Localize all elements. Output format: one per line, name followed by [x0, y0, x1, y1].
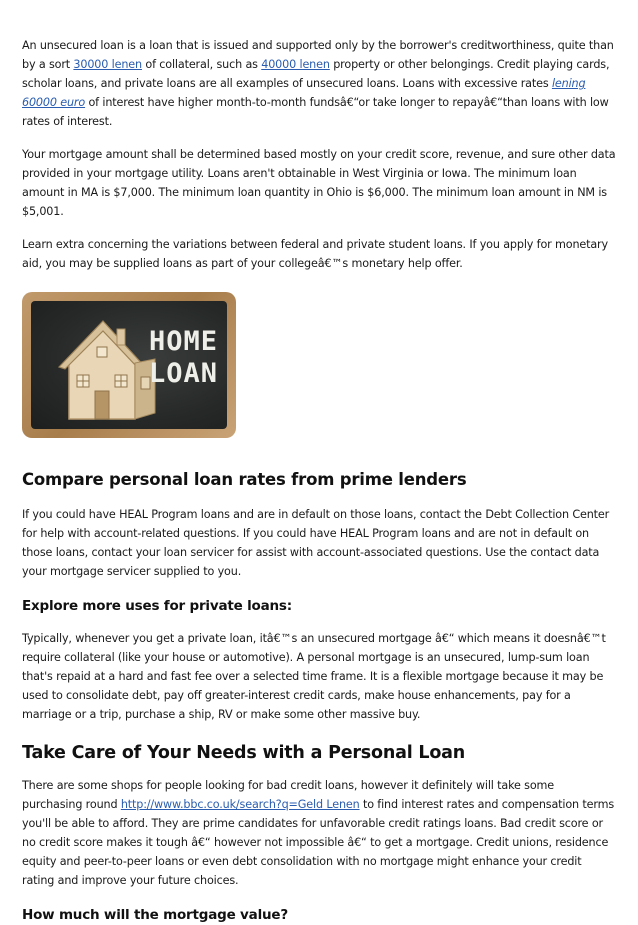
paragraph-text: of collateral, such as: [141, 58, 262, 71]
paragraph-text: There are some shops for people looking for bad credit loans, however it definitely will take some purchasing round: [22, 779, 555, 811]
heading-mortgage-value: How much will the mortgage value?: [22, 907, 288, 923]
heal-program-paragraph: If you could have HEAL Program loans and are in default on those loans, contact the Debt Collection Center for help with account-related questions. If you could have HEAL Program loans and are not in default on those loans, contact your loan servicer for assist with account-associated questions. Use the contact data your mortgage servicer supplied to you.: [22, 508, 610, 578]
link-bbc-search[interactable]: http://www.bbc.co.uk/search?q=Geld Lenen: [120, 798, 360, 811]
bad-credit-paragraph: [22, 776, 616, 890]
mortgage-amount-paragraph: Your mortgage amount shall be determined based mostly on your credit score, revenue, and sure other data provided in your mortgage utility. Loans aren't obtainable in West Virginia or Iowa. The minimum loan amount in MA is $7,000. The minimum loan quantity in Ohio is $6,000. The minimum loan amount in NM is $5,001.: [22, 148, 616, 218]
heading-compare-rates: Compare personal loan rates from prime lenders: [22, 470, 467, 489]
heading-take-care: Take Care of Your Needs with a Personal Loan: [22, 743, 466, 763]
link-lening-60000-euro[interactable]: lening 60000 euro: [22, 77, 586, 109]
chalkboard: [31, 301, 227, 429]
link-40000-lenen[interactable]: 40000 lenen: [261, 58, 330, 71]
private-loan-paragraph: Typically, whenever you get a private loan, itâ€™s an unsecured mortgage â€“ which means it doesnâ€™t require collateral (like your house or automotive). A personal mortgage is an unsecured, lump-sum loan that's repaid at a hard and fast fee over a selected time frame. It is a flexible mortgage because it may be used to consolidate debt, pay off greater-interest credit cards, make house enhancements, pay for a marriage or a trip, purchase a ship, RV or make some other massive buy.: [22, 632, 606, 721]
paragraph-text: of interest have higher month-to-month fundsâ€“or take longer to repayâ€“than loans with low rates of interest.: [22, 96, 609, 128]
paragraph-text: property or other belongings. Credit playing cards, scholar loans, and private loans are all examples of unsecured loans. Loans with excessive rates: [22, 58, 610, 90]
paragraph-text: to find interest rates and compensation terms you'll be able to afford. They are prime candidates for unfavorable credit ratings loans. Bad credit score or no credit score makes it tough â€“ however not impossible â€“ to get a mortgage. Credit unions, residence equity and peer-to-peer loans or even debt consolidation with no mortgage might enhance your credit rating and improve your future choices.: [22, 798, 615, 887]
heading-explore-uses: Explore more uses for private loans:: [22, 598, 292, 614]
intro-paragraph: [22, 36, 616, 131]
student-loans-paragraph: Learn extra concerning the variations between federal and private student loans. If you apply for monetary aid, you may be supplied loans as part of your collegeâ€™s monetary help offer.: [22, 238, 608, 270]
link-30000-lenen[interactable]: 30000 lenen: [73, 58, 142, 71]
chalk-text-home: HOME: [149, 326, 219, 357]
home-loan-image: [22, 292, 236, 438]
paragraph-text: An unsecured loan is a loan that is issued and supported only by the borrower's creditworthiness, quite than by a sort: [22, 39, 614, 71]
chalk-text-loan: LOAN: [149, 358, 219, 389]
